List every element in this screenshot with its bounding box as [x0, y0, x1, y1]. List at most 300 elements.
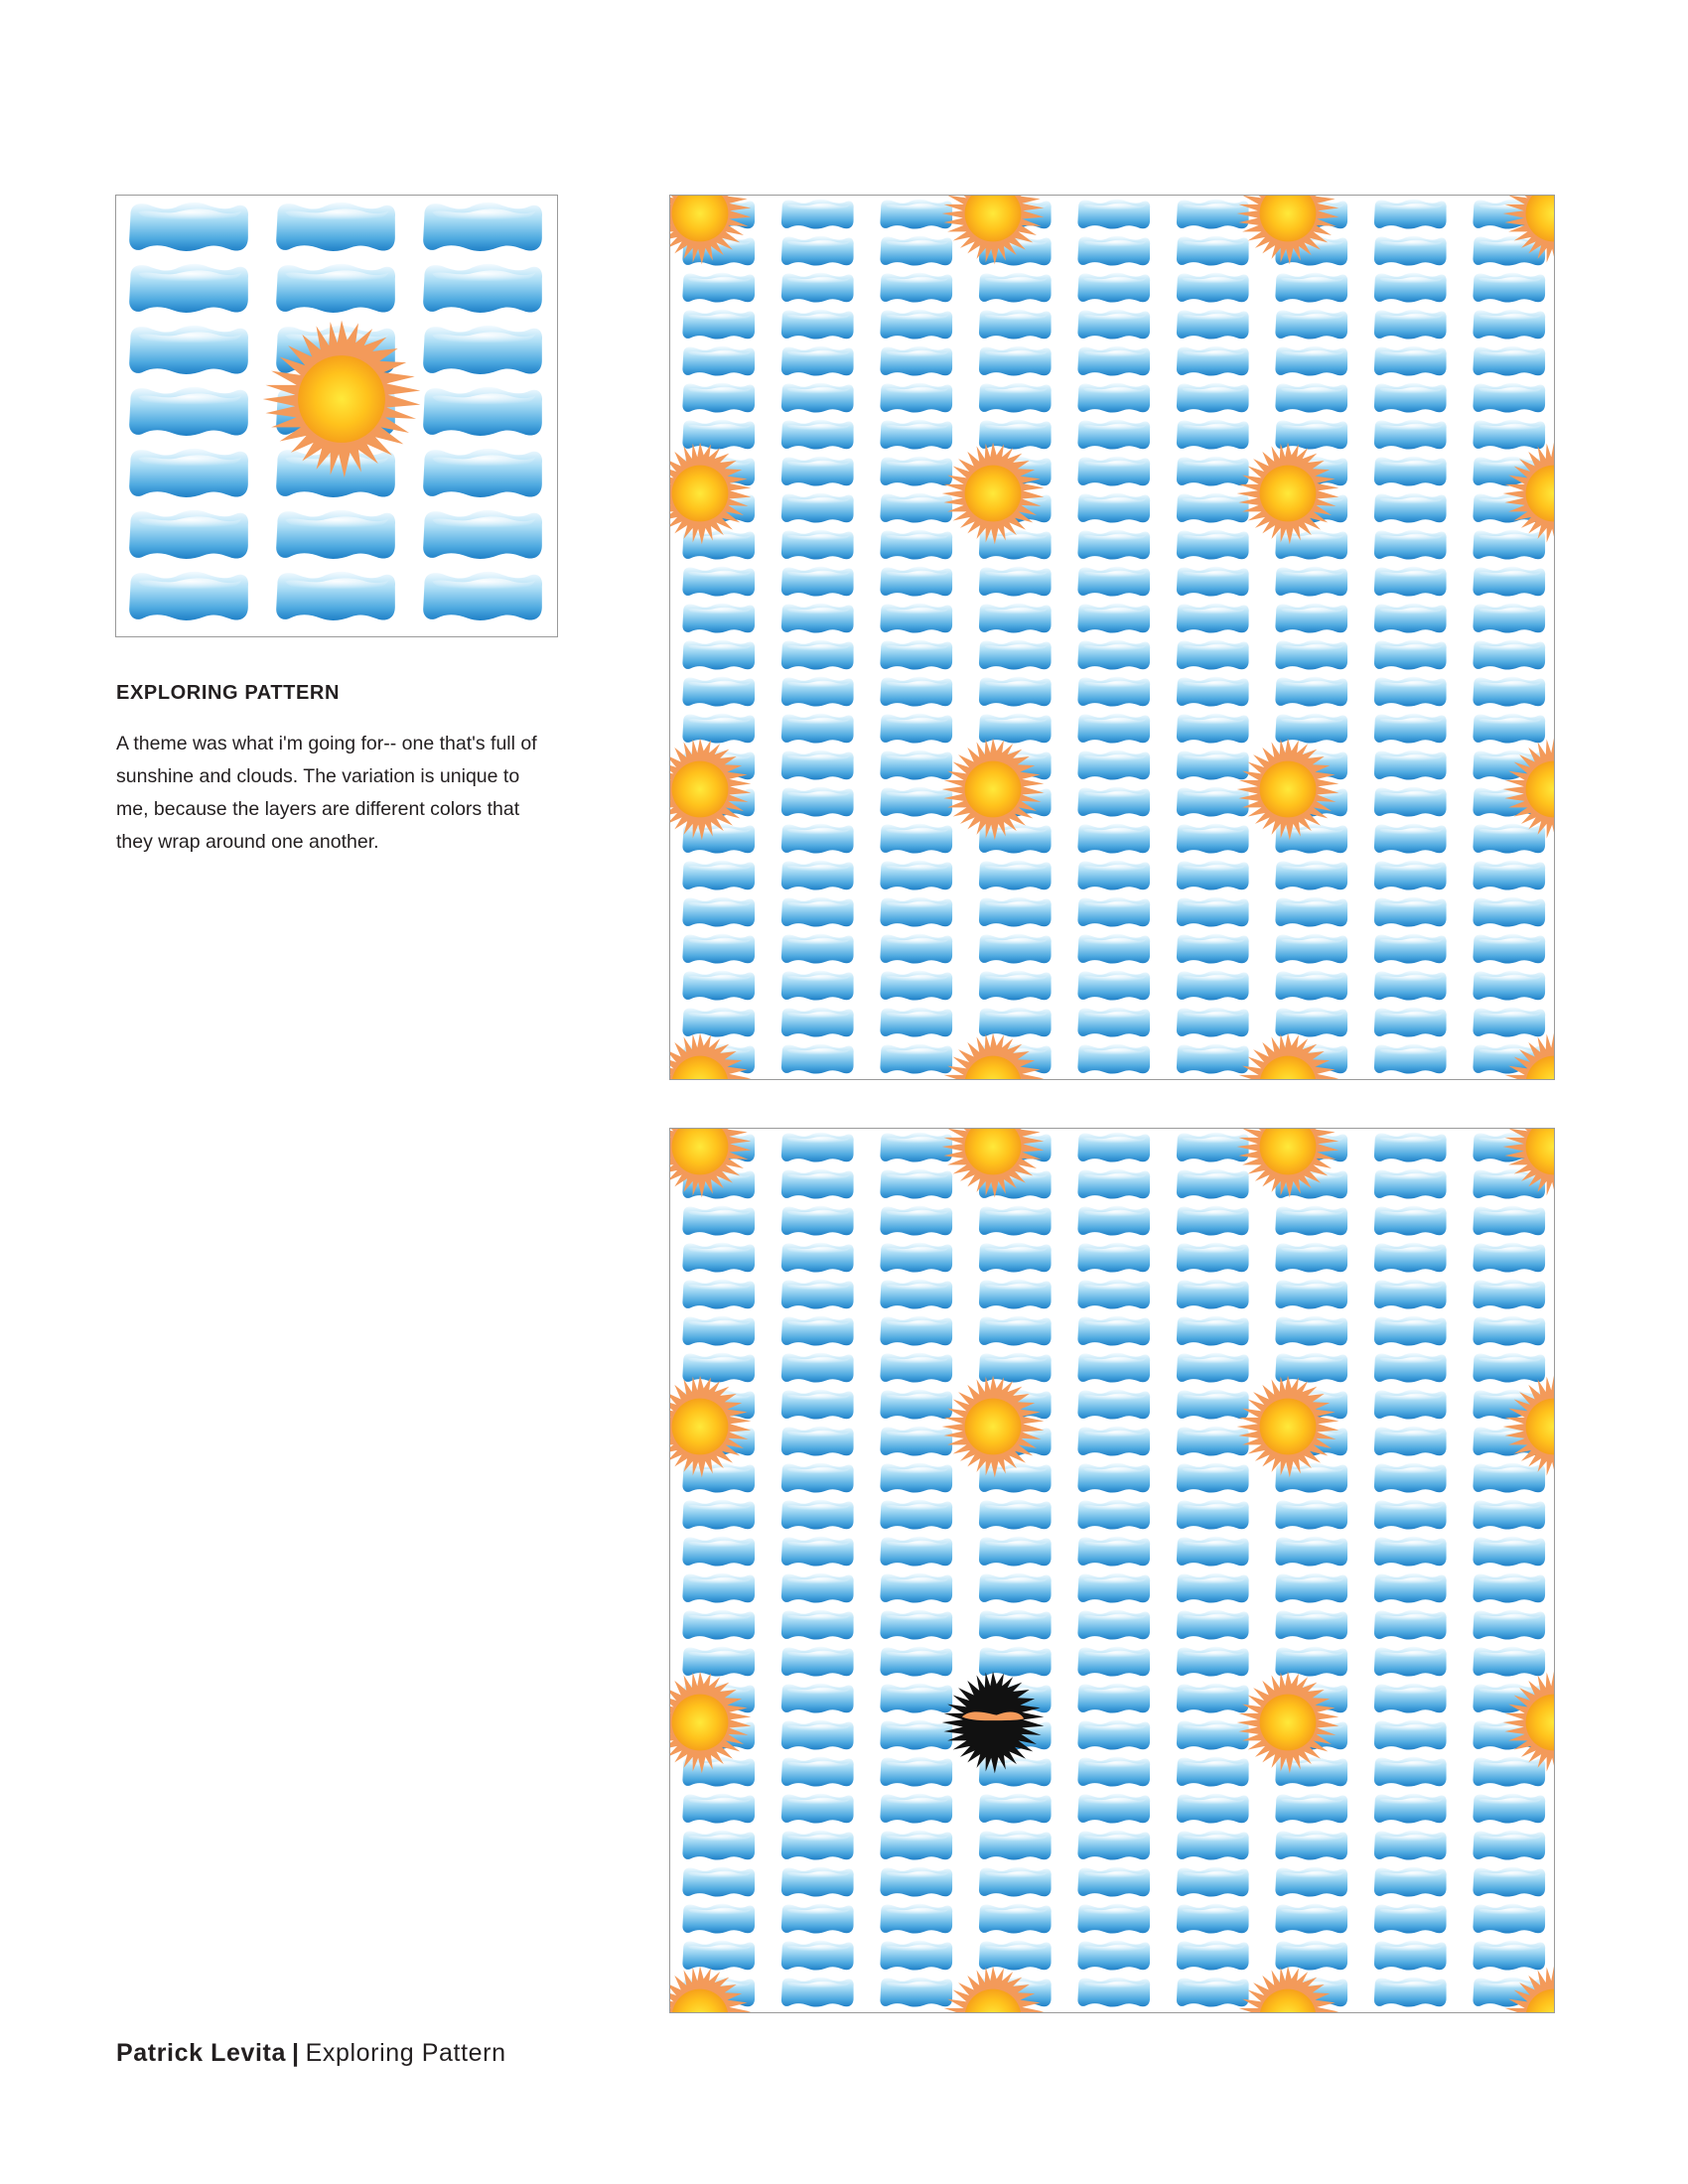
cloud-icon — [1077, 1243, 1150, 1273]
cloud-icon — [1374, 1610, 1447, 1640]
cloud-icon — [1374, 897, 1447, 927]
cloud-icon — [1177, 1867, 1249, 1897]
cloud-icon — [979, 640, 1052, 670]
cloud-icon — [1177, 1684, 1249, 1713]
cloud-icon — [1275, 1794, 1347, 1824]
cloud-icon — [1473, 530, 1545, 560]
cloud-icon — [880, 1978, 952, 2007]
cloud-icon — [682, 1537, 755, 1567]
cloud-icon — [781, 1427, 854, 1456]
cloud-icon — [979, 1610, 1052, 1640]
cloud-icon — [682, 677, 755, 707]
sun-icon — [942, 443, 1045, 545]
cloud-icon — [1473, 1353, 1545, 1383]
cloud-icon — [979, 1904, 1052, 1934]
cloud-icon — [682, 1500, 755, 1530]
cloud-icon — [1374, 787, 1447, 817]
cloud-icon — [1473, 310, 1545, 340]
cloud-icon — [880, 1044, 952, 1074]
cloud-icon — [979, 1243, 1052, 1273]
cloud-icon — [880, 1169, 952, 1199]
cloud-icon — [979, 1353, 1052, 1383]
cloud-icon — [880, 1573, 952, 1603]
cloud-icon — [1077, 383, 1150, 413]
cloud-icon — [1077, 493, 1150, 523]
cloud-icon — [880, 824, 952, 854]
cloud-icon — [682, 1206, 755, 1236]
cloud-icon — [1473, 1867, 1545, 1897]
cloud-icon — [880, 787, 952, 817]
cloud-icon — [1177, 530, 1249, 560]
cloud-icon — [1473, 567, 1545, 597]
cloud-icon — [1177, 1831, 1249, 1860]
cloud-icon — [1275, 1904, 1347, 1934]
cloud-icon — [1077, 236, 1150, 266]
cloud-icon — [1177, 310, 1249, 340]
sun-icon — [670, 1672, 751, 1774]
cloud-icon — [1177, 1169, 1249, 1199]
cloud-icon — [880, 383, 952, 413]
cloud-icon — [1473, 897, 1545, 927]
cloud-icon — [1077, 1427, 1150, 1456]
cloud-icon — [1077, 420, 1150, 450]
cloud-icon — [1077, 714, 1150, 744]
cloud-icon — [682, 1831, 755, 1860]
cloud-icon — [781, 236, 854, 266]
cloud-icon — [979, 567, 1052, 597]
cloud-icon — [1077, 824, 1150, 854]
cloud-icon — [1177, 1008, 1249, 1037]
cloud-icon — [1177, 1427, 1249, 1456]
cloud-icon — [979, 971, 1052, 1001]
cloud-icon — [1473, 1794, 1545, 1824]
cloud-icon — [979, 1794, 1052, 1824]
cloud-icon — [979, 1463, 1052, 1493]
sun-icon — [670, 739, 751, 841]
cloud-icon — [880, 1206, 952, 1236]
cloud-icon — [1177, 1280, 1249, 1309]
cloud-icon — [1374, 1757, 1447, 1787]
sun-icon — [1237, 1376, 1339, 1478]
cloud-icon — [781, 1353, 854, 1383]
cloud-icon — [781, 677, 854, 707]
cloud-icon — [1077, 273, 1150, 303]
cloud-icon — [781, 1537, 854, 1567]
cloud-icon — [1473, 824, 1545, 854]
cloud-icon — [1374, 1867, 1447, 1897]
cloud-icon — [781, 1794, 854, 1824]
cloud-icon — [1077, 1978, 1150, 2007]
cloud-icon — [1275, 677, 1347, 707]
cloud-icon — [979, 861, 1052, 890]
cloud-icon — [880, 1831, 952, 1860]
cloud-icon — [1374, 934, 1447, 964]
cloud-icon — [781, 971, 854, 1001]
cloud-icon — [781, 1169, 854, 1199]
cloud-icon — [423, 449, 542, 497]
cloud-icon — [1275, 567, 1347, 597]
cloud-icon — [1374, 493, 1447, 523]
cloud-icon — [1374, 457, 1447, 486]
cloud-icon — [1473, 1610, 1545, 1640]
cloud-icon — [1077, 1008, 1150, 1037]
cloud-icon — [1374, 530, 1447, 560]
cloud-icon — [880, 751, 952, 780]
cloud-icon — [1177, 1243, 1249, 1273]
cloud-icon — [129, 510, 248, 559]
cloud-icon — [979, 1316, 1052, 1346]
cloud-icon — [1077, 1757, 1150, 1787]
cloud-icon — [880, 1463, 952, 1493]
cloud-icon — [1177, 1610, 1249, 1640]
cloud-icon — [781, 1610, 854, 1640]
cloud-icon — [1473, 346, 1545, 376]
cloud-icon — [880, 934, 952, 964]
cloud-icon — [1177, 897, 1249, 927]
cloud-icon — [129, 449, 248, 497]
cloud-icon — [781, 1206, 854, 1236]
cloud-icon — [1177, 457, 1249, 486]
cloud-icon — [1275, 1610, 1347, 1640]
cloud-icon — [880, 1243, 952, 1273]
cloud-icon — [1275, 273, 1347, 303]
cloud-icon — [1473, 1904, 1545, 1934]
cloud-icon — [979, 897, 1052, 927]
cloud-icon — [1374, 640, 1447, 670]
cloud-icon — [781, 200, 854, 229]
footer-separator: | — [292, 2039, 300, 2067]
cloud-icon — [781, 897, 854, 927]
cloud-icon — [1077, 787, 1150, 817]
cloud-icon — [1473, 971, 1545, 1001]
cloud-icon — [781, 1647, 854, 1677]
cloud-icon — [1077, 897, 1150, 927]
cloud-icon — [1177, 200, 1249, 229]
cloud-icon — [129, 203, 248, 251]
cloud-icon — [781, 1904, 854, 1934]
cloud-icon — [1473, 1757, 1545, 1787]
cloud-icon — [1077, 1353, 1150, 1383]
cloud-icon — [1473, 1463, 1545, 1493]
cloud-icon — [682, 420, 755, 450]
cloud-icon — [1177, 420, 1249, 450]
cloud-icon — [1177, 1573, 1249, 1603]
cloud-icon — [1077, 640, 1150, 670]
cloud-icon — [423, 326, 542, 374]
cloud-icon — [781, 1978, 854, 2007]
sun-icon — [942, 1376, 1045, 1478]
cloud-icon — [1077, 1867, 1150, 1897]
cloud-icon — [1374, 604, 1447, 633]
cloud-icon — [979, 1280, 1052, 1309]
cloud-icon — [1275, 1537, 1347, 1567]
cloud-icon — [1077, 1573, 1150, 1603]
cloud-icon — [1374, 677, 1447, 707]
cloud-icon — [1177, 383, 1249, 413]
cloud-icon — [1275, 824, 1347, 854]
cloud-icon — [682, 640, 755, 670]
cloud-icon — [1473, 604, 1545, 633]
cloud-icon — [1077, 1941, 1150, 1971]
cloud-icon — [1374, 1169, 1447, 1199]
cloud-icon — [880, 1941, 952, 1971]
cloud-icon — [781, 273, 854, 303]
cloud-icon — [1177, 1316, 1249, 1346]
cloud-icon — [682, 310, 755, 340]
cloud-icon — [880, 1008, 952, 1037]
cloud-icon — [1374, 1794, 1447, 1824]
cloud-icon — [1374, 1941, 1447, 1971]
cloud-icon — [1177, 1463, 1249, 1493]
cloud-icon — [781, 1008, 854, 1037]
cloud-icon — [1374, 1831, 1447, 1860]
cloud-icon — [1177, 1794, 1249, 1824]
cloud-icon — [880, 714, 952, 744]
cloud-icon — [1374, 1463, 1447, 1493]
cloud-icon — [682, 1243, 755, 1273]
cloud-icon — [781, 1720, 854, 1750]
pattern-repeat-image — [669, 195, 1555, 1080]
cloud-icon — [880, 1647, 952, 1677]
cloud-icon — [1275, 934, 1347, 964]
cloud-icon — [1374, 236, 1447, 266]
cloud-icon — [276, 264, 395, 313]
cloud-icon — [682, 1316, 755, 1346]
pattern-tile-image — [115, 195, 558, 637]
cloud-icon — [682, 897, 755, 927]
cloud-icon — [880, 1794, 952, 1824]
cloud-icon — [1077, 1463, 1150, 1493]
cloud-icon — [1275, 971, 1347, 1001]
cloud-icon — [1473, 1243, 1545, 1273]
cloud-icon — [1177, 1720, 1249, 1750]
sun-icon — [670, 443, 751, 545]
cloud-icon — [1374, 346, 1447, 376]
cloud-icon — [880, 1537, 952, 1567]
cloud-icon — [781, 310, 854, 340]
cloud-icon — [880, 1904, 952, 1934]
cloud-icon — [1077, 1684, 1150, 1713]
cloud-icon — [1275, 1867, 1347, 1897]
cloud-icon — [1473, 1573, 1545, 1603]
cloud-icon — [129, 264, 248, 313]
cloud-icon — [1077, 1390, 1150, 1420]
cloud-icon — [1177, 934, 1249, 964]
cloud-icon — [1473, 1316, 1545, 1346]
cloud-icon — [1177, 751, 1249, 780]
cloud-icon — [781, 1941, 854, 1971]
cloud-icon — [682, 714, 755, 744]
cloud-icon — [1275, 861, 1347, 890]
cloud-icon — [979, 604, 1052, 633]
cloud-icon — [979, 714, 1052, 744]
cloud-icon — [1077, 1647, 1150, 1677]
cloud-icon — [1374, 420, 1447, 450]
cloud-icon — [1374, 1904, 1447, 1934]
cloud-icon — [1177, 567, 1249, 597]
cloud-icon — [781, 1867, 854, 1897]
cloud-icon — [781, 493, 854, 523]
cloud-icon — [682, 1610, 755, 1640]
cloud-icon — [682, 934, 755, 964]
cloud-icon — [1177, 1978, 1249, 2007]
cloud-icon — [129, 387, 248, 436]
cloud-icon — [682, 1794, 755, 1824]
cloud-icon — [1275, 1757, 1347, 1787]
cloud-icon — [781, 604, 854, 633]
cloud-icon — [1374, 751, 1447, 780]
cloud-icon — [1374, 273, 1447, 303]
cloud-icon — [1077, 1206, 1150, 1236]
cloud-icon — [781, 1684, 854, 1713]
cloud-icon — [781, 640, 854, 670]
cloud-icon — [1077, 677, 1150, 707]
cloud-icon — [781, 1500, 854, 1530]
cloud-icon — [880, 1757, 952, 1787]
cloud-icon — [1473, 420, 1545, 450]
cloud-icon — [682, 1867, 755, 1897]
footer-title: Exploring Pattern — [305, 2039, 506, 2067]
cloud-icon — [781, 1573, 854, 1603]
cloud-icon — [880, 1867, 952, 1897]
cloud-icon — [979, 677, 1052, 707]
cloud-icon — [1077, 1794, 1150, 1824]
cloud-icon — [1473, 1647, 1545, 1677]
cloud-icon — [1275, 1647, 1347, 1677]
cloud-icon — [979, 1831, 1052, 1860]
cloud-icon — [1077, 861, 1150, 890]
cloud-icon — [423, 387, 542, 436]
cloud-icon — [781, 1133, 854, 1162]
cloud-icon — [979, 420, 1052, 450]
cloud-icon — [1077, 751, 1150, 780]
cloud-icon — [979, 1647, 1052, 1677]
cloud-icon — [423, 203, 542, 251]
cloud-icon — [781, 934, 854, 964]
cloud-icon — [1275, 897, 1347, 927]
cloud-icon — [423, 264, 542, 313]
cloud-icon — [682, 567, 755, 597]
cloud-icon — [1473, 714, 1545, 744]
cloud-icon — [682, 971, 755, 1001]
cloud-icon — [979, 1867, 1052, 1897]
cloud-icon — [1275, 1280, 1347, 1309]
pattern-repeat-artwork — [670, 196, 1554, 1079]
cloud-icon — [1374, 1390, 1447, 1420]
cloud-icon — [1177, 1390, 1249, 1420]
cloud-icon — [979, 1206, 1052, 1236]
cloud-icon — [1077, 1831, 1150, 1860]
cloud-icon — [682, 1647, 755, 1677]
cloud-icon — [276, 203, 395, 251]
cloud-icon — [1275, 604, 1347, 633]
cloud-icon — [979, 1008, 1052, 1037]
cloud-icon — [1177, 1537, 1249, 1567]
cloud-icon — [1177, 273, 1249, 303]
cloud-icon — [880, 1316, 952, 1346]
cloud-icon — [781, 1243, 854, 1273]
cloud-icon — [979, 1941, 1052, 1971]
cloud-icon — [1077, 1610, 1150, 1640]
cloud-icon — [1077, 1537, 1150, 1567]
cloud-icon — [1177, 971, 1249, 1001]
cloud-icon — [781, 1757, 854, 1787]
cloud-icon — [1177, 493, 1249, 523]
cloud-icon — [682, 1353, 755, 1383]
cloud-icon — [1275, 714, 1347, 744]
cloud-icon — [1177, 861, 1249, 890]
cloud-icon — [781, 1390, 854, 1420]
cloud-icon — [1374, 1427, 1447, 1456]
cloud-icon — [423, 572, 542, 620]
cloud-icon — [1374, 1537, 1447, 1567]
cloud-icon — [880, 493, 952, 523]
cloud-icon — [1374, 1316, 1447, 1346]
cloud-icon — [880, 1427, 952, 1456]
cloud-icon — [1473, 1831, 1545, 1860]
cloud-icon — [423, 510, 542, 559]
cloud-icon — [1077, 604, 1150, 633]
cloud-icon — [1473, 861, 1545, 890]
cloud-icon — [1473, 1941, 1545, 1971]
cloud-icon — [979, 1757, 1052, 1787]
cloud-icon — [1177, 604, 1249, 633]
cloud-icon — [276, 572, 395, 620]
cloud-icon — [880, 567, 952, 597]
cloud-icon — [979, 1500, 1052, 1530]
cloud-icon — [880, 346, 952, 376]
cloud-icon — [1077, 1169, 1150, 1199]
cloud-icon — [1275, 346, 1347, 376]
cloud-icon — [979, 1537, 1052, 1567]
cloud-icon — [1275, 1316, 1347, 1346]
cloud-icon — [1177, 1904, 1249, 1934]
cloud-icon — [979, 824, 1052, 854]
cloud-icon — [1275, 640, 1347, 670]
cloud-icon — [781, 383, 854, 413]
cloud-icon — [979, 273, 1052, 303]
cloud-icon — [1473, 1280, 1545, 1309]
cloud-icon — [1177, 236, 1249, 266]
footer-author: Patrick Levita — [116, 2039, 286, 2067]
cloud-icon — [1177, 824, 1249, 854]
cloud-icon — [979, 310, 1052, 340]
cloud-icon — [880, 200, 952, 229]
cloud-icon — [1177, 1044, 1249, 1074]
cloud-icon — [781, 714, 854, 744]
cloud-icon — [781, 457, 854, 486]
cloud-icon — [781, 861, 854, 890]
cloud-icon — [1275, 1573, 1347, 1603]
cloud-icon — [1374, 567, 1447, 597]
cloud-icon — [1275, 1206, 1347, 1236]
cloud-icon — [1374, 1500, 1447, 1530]
cloud-icon — [880, 1133, 952, 1162]
cloud-icon — [682, 604, 755, 633]
cloud-icon — [781, 567, 854, 597]
cloud-icon — [1177, 640, 1249, 670]
cloud-icon — [880, 273, 952, 303]
cloud-icon — [129, 572, 248, 620]
cloud-icon — [880, 1500, 952, 1530]
cloud-icon — [781, 1280, 854, 1309]
cloud-icon — [1177, 1353, 1249, 1383]
cloud-icon — [880, 1280, 952, 1309]
cloud-icon — [880, 1684, 952, 1713]
cloud-icon — [1077, 1280, 1150, 1309]
cloud-icon — [1177, 1757, 1249, 1787]
cloud-icon — [1374, 383, 1447, 413]
